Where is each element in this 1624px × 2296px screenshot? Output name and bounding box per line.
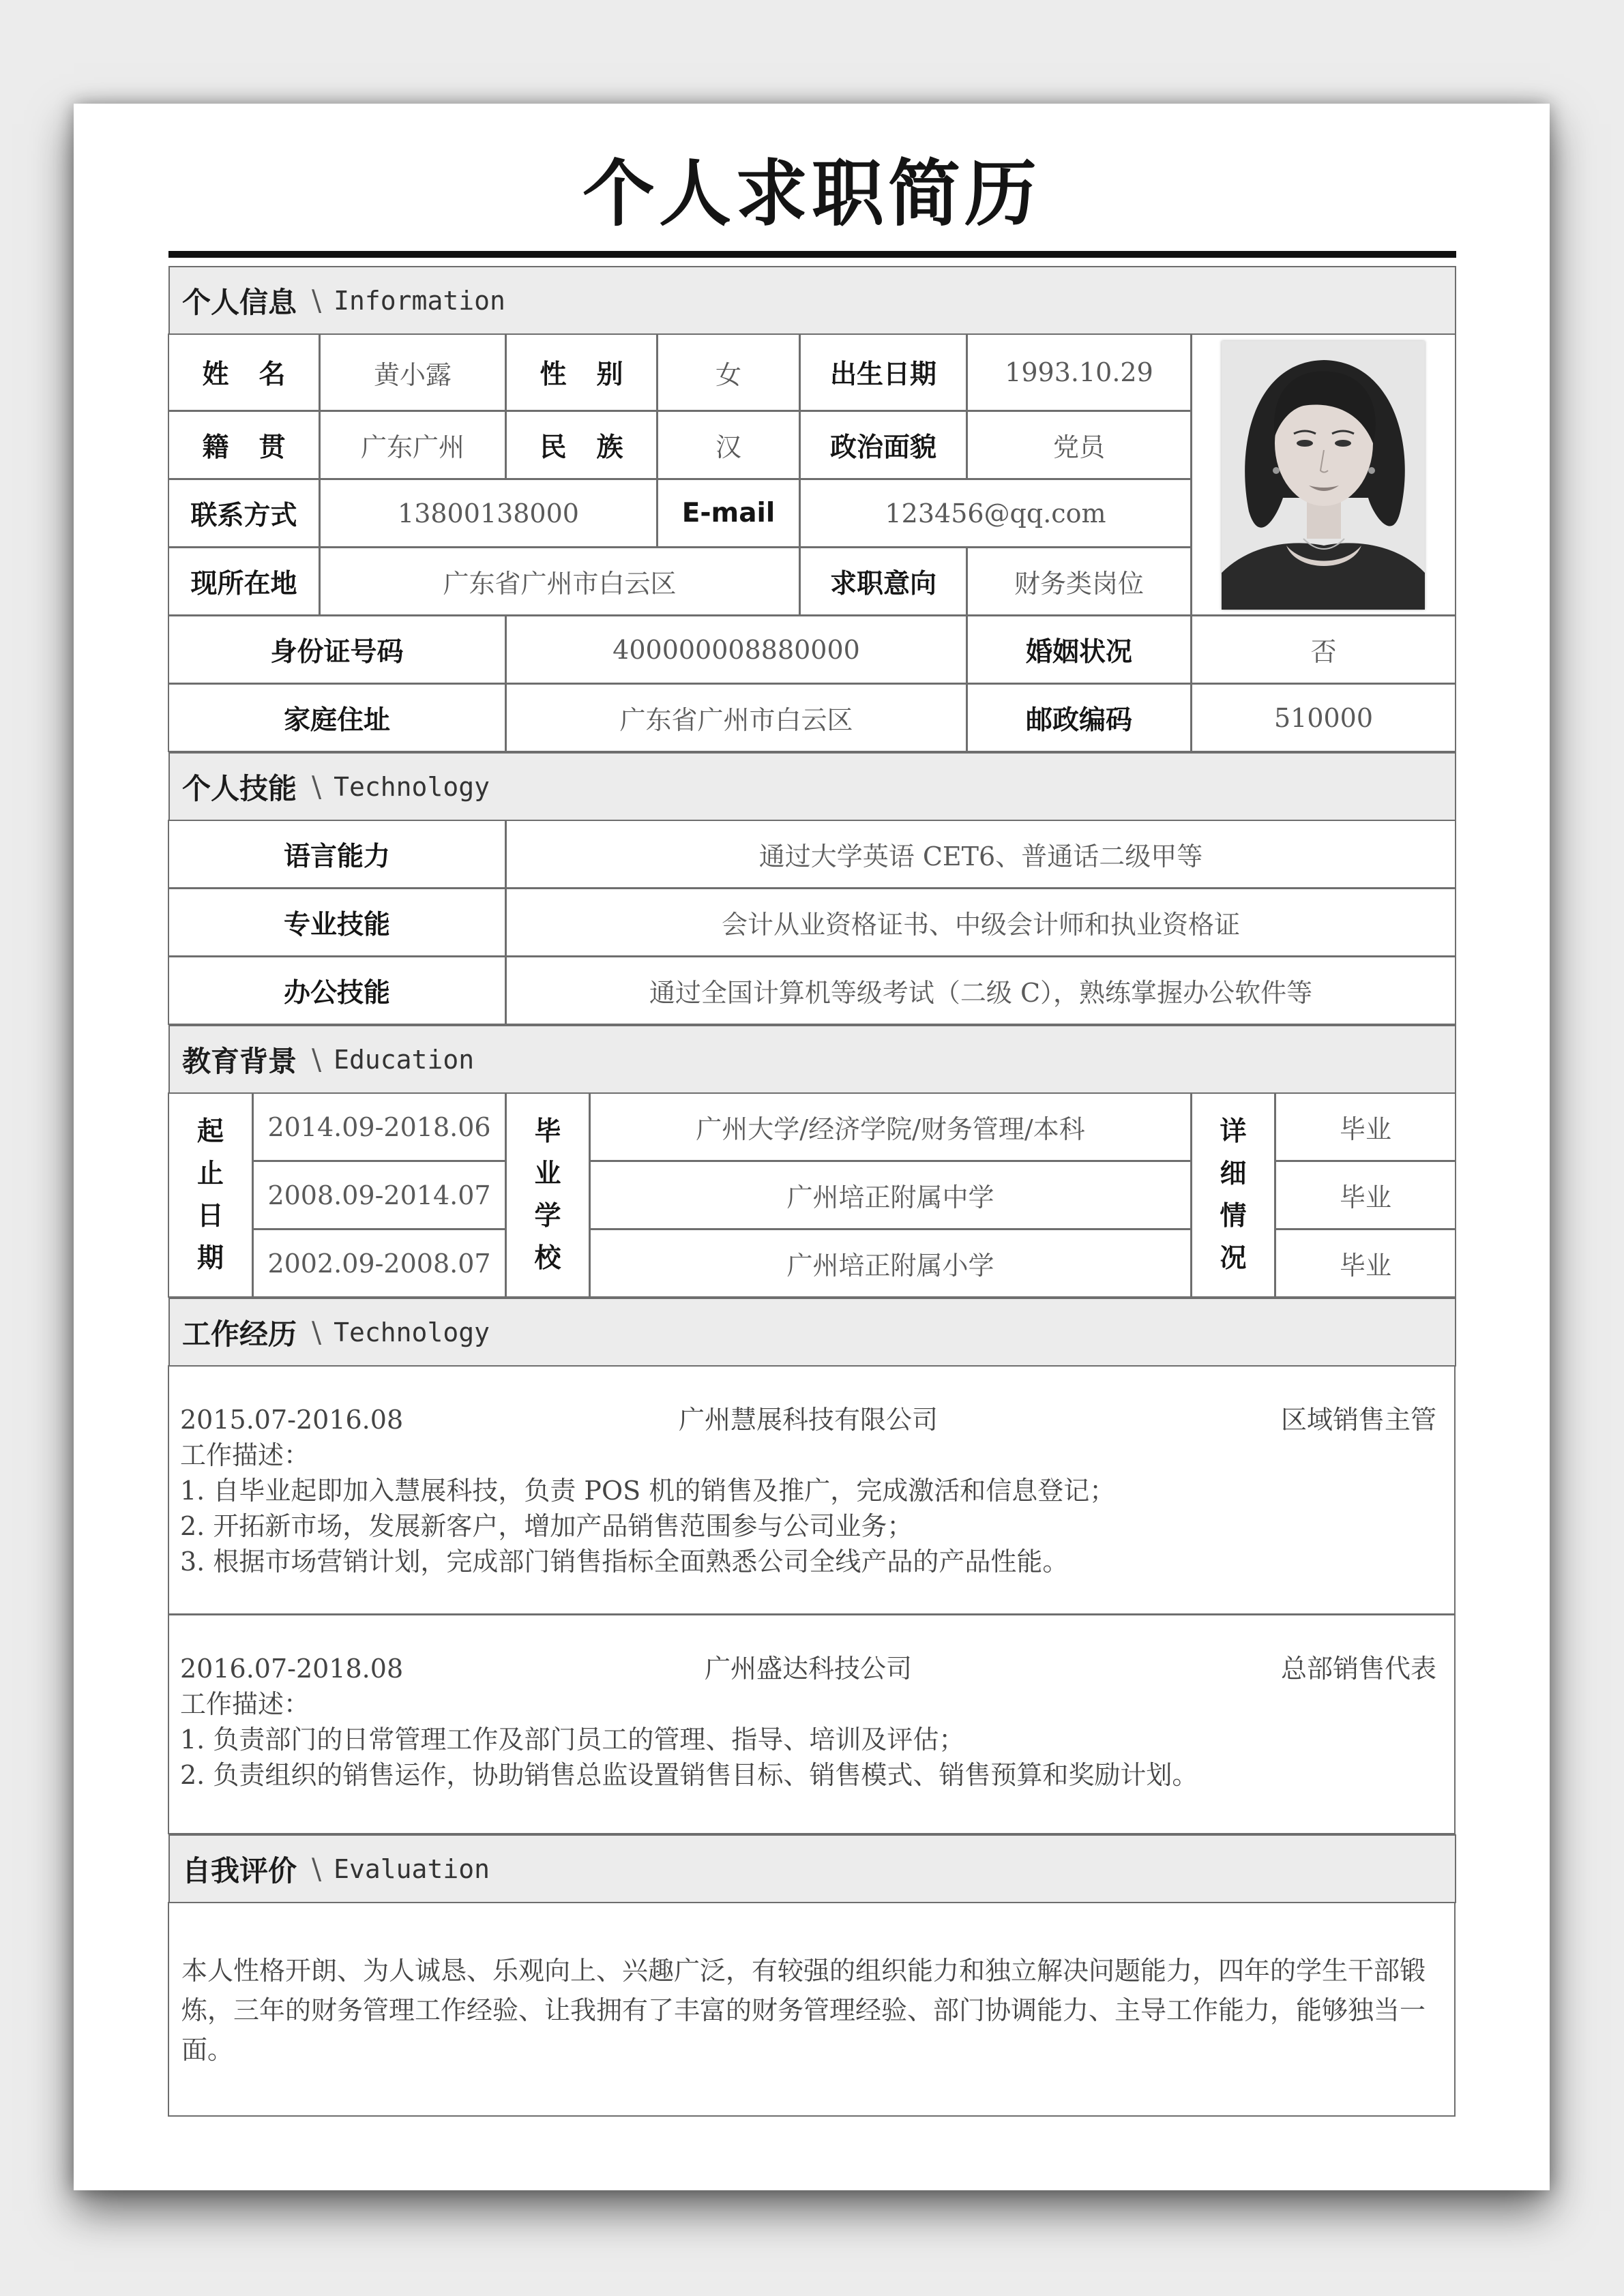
name-label: 姓名 [168,333,320,411]
work-desc-label: 工作描述： [180,1689,310,1719]
address-value: 广东省广州市白云区 [505,683,967,752]
skill-label: 办公技能 [168,956,506,1025]
section-separator: \ [312,1315,322,1349]
work-entry [168,1614,1456,1834]
id-value: 400000008880000 [505,615,967,684]
work-item: 2. 负责组织的销售运作，协助销售总监设置销售目标、销售模式、销售预算和奖励计划。 [180,1760,1198,1790]
gender-value: 女 [657,333,800,411]
work-company: 广州慧展科技有限公司 [678,1405,938,1435]
skill-value: 通过大学英语 CET6、普通话二级甲等 [505,820,1456,889]
gender-label: 性别 [505,333,658,411]
skill-value: 通过全国计算机等级考试（二级 C），熟练掌握办公软件等 [505,956,1456,1025]
edu-school: 广州培正附属中学 [589,1161,1192,1229]
skill-value: 会计从业资格证书、中级会计师和执业资格证 [505,888,1456,957]
section-title-cn: 个人信息 [182,285,297,319]
section-header-self [168,1834,1456,1903]
skill-label: 语言能力 [168,820,506,889]
edu-school-label: 毕 业 学 校 [505,1092,590,1298]
id-label: 身份证号码 [168,615,506,684]
section-title-en: Education [334,1044,475,1075]
portrait-image [1222,341,1425,610]
edu-detail-label: 详 细 情 况 [1191,1092,1275,1298]
section-title-cn: 教育背景 [182,1044,297,1078]
section-header-info [168,266,1456,335]
edu-school: 广州培正附属小学 [589,1229,1192,1298]
section-header-work [168,1298,1456,1367]
work-entry [168,1365,1456,1615]
ethnic-value: 汉 [657,411,800,479]
location-value: 广东省广州市白云区 [319,547,800,616]
edu-school: 广州大学/经济学院/财务管理/本科 [589,1092,1192,1161]
page-title: 个人求职简历 [582,152,1041,236]
birth-label: 出生日期 [799,333,967,411]
avatar [1222,341,1425,610]
work-item: 1. 负责部门的日常管理工作及部门员工的管理、指导、培训及评估； [180,1725,965,1755]
section-header-skills [168,752,1456,821]
native-label: 籍贯 [168,411,320,479]
work-period: 2015.07-2016.08 [180,1405,404,1435]
work-entry-content [180,1651,1436,1793]
edu-date-label: 起 止 日 期 [168,1092,253,1298]
marital-value: 否 [1191,615,1456,684]
political-label: 政治面貌 [799,411,967,479]
edu-status: 毕业 [1275,1092,1456,1161]
birth-value: 1993.10.29 [966,333,1192,411]
address-label: 家庭住址 [168,683,506,752]
marital-label: 婚姻状况 [966,615,1192,684]
title-divider [168,251,1456,258]
email-label: E-mail [657,479,800,548]
skill-label: 专业技能 [168,888,506,957]
intent-label: 求职意向 [799,547,967,616]
section-title-en: Technology [334,771,490,802]
edu-status: 毕业 [1275,1161,1456,1229]
location-label: 现所在地 [168,547,320,616]
contact-value: 13800138000 [319,479,658,548]
postcode-value: 510000 [1191,683,1456,752]
email-value: 123456@qq.com [799,479,1192,548]
work-desc-label: 工作描述： [180,1440,310,1470]
work-item: 2. 开拓新市场，发展新客户，增加产品销售范围参与公司业务； [180,1511,913,1541]
work-item: 1. 自毕业起即加入慧展科技，负责 POS 机的销售及推广，完成激活和信息登记； [180,1476,1116,1506]
ethnic-label: 民族 [505,411,658,479]
section-separator: \ [312,284,322,317]
native-value: 广东广州 [319,411,506,479]
section-title-en: Information [334,285,505,316]
section-title-en: Evaluation [334,1853,490,1884]
section-separator: \ [312,1043,322,1076]
work-position: 区域销售主管 [1280,1405,1436,1435]
name-value: 黄小露 [319,333,506,411]
edu-date: 2014.09-2018.06 [252,1092,506,1161]
section-title-cn: 自我评价 [182,1853,297,1888]
work-company: 广州盛达科技公司 [704,1654,912,1684]
section-header-education [168,1025,1456,1094]
section-title-cn: 个人技能 [182,771,297,805]
work-item: 3. 根据市场营销计划，完成部门销售指标全面熟悉公司全线产品的产品性能。 [180,1547,1069,1577]
self-eval-box [168,1902,1456,2117]
edu-date: 2008.09-2014.07 [252,1161,506,1229]
contact-label: 联系方式 [168,479,320,548]
political-value: 党员 [966,411,1192,479]
section-title-cn: 工作经历 [182,1317,297,1351]
work-position: 总部销售代表 [1280,1654,1436,1684]
intent-value: 财务类岗位 [966,547,1192,616]
edu-date: 2002.09-2008.07 [252,1229,506,1298]
edu-status: 毕业 [1275,1229,1456,1298]
postcode-label: 邮政编码 [966,683,1192,752]
work-entry-content [180,1402,1436,1579]
self-eval-text: 本人性格开朗、为人诚恳、乐观向上、兴趣广泛，有较强的组织能力和独立解决问题能力，四年的学生干部锻炼，三年的财务管理工作经验、让我拥有了丰富的财务管理经验、部门协调能力、主导工作能力，能够独当一面。 [181,1956,1426,2065]
section-title-en: Technology [334,1317,490,1347]
section-separator: \ [312,770,322,803]
work-period: 2016.07-2018.08 [180,1654,404,1684]
section-separator: \ [312,1852,322,1885]
